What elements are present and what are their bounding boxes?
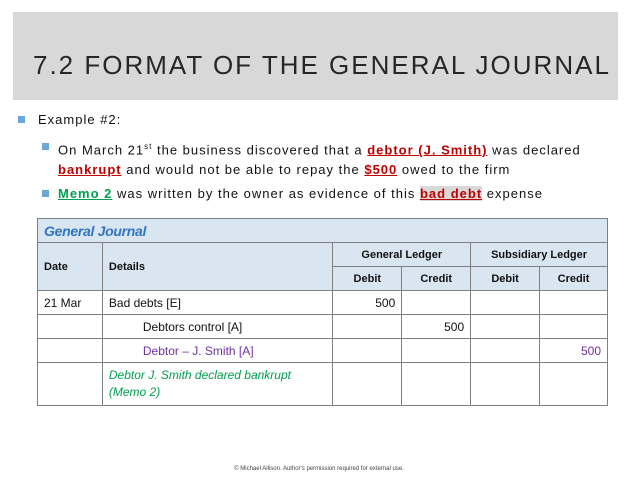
example-label: Example #2: <box>38 112 122 127</box>
header-details: Details <box>102 243 332 291</box>
journal-row <box>38 363 608 406</box>
bullet-memo <box>16 184 621 204</box>
header-gl-credit: Credit <box>402 267 471 291</box>
row-sl-credit: 500 <box>540 339 608 363</box>
amount-highlight: $500 <box>364 162 398 178</box>
scenario-text-4: and would not be able to repay the <box>121 162 365 178</box>
memo-text-1: was written by the owner as evidence of this <box>112 186 420 202</box>
row-gl-credit <box>402 363 471 406</box>
bankrupt-highlight: bankrupt <box>58 162 122 178</box>
header-subsidiary-ledger: Subsidiary Ledger <box>471 243 608 267</box>
row-details: Bad debts [E] <box>102 291 332 315</box>
bullet-list <box>16 112 621 208</box>
row-sl-debit <box>471 315 540 339</box>
row-gl-credit <box>402 339 471 363</box>
scenario-text-3: was declared <box>487 142 581 158</box>
journal-row <box>38 291 608 315</box>
journal-title-row <box>38 219 608 243</box>
row-gl-credit: 500 <box>402 315 471 339</box>
row-date <box>38 363 103 406</box>
row-sl-debit <box>471 363 540 406</box>
row-sl-credit <box>540 291 608 315</box>
header-sl-debit: Debit <box>471 267 540 291</box>
row-gl-credit <box>402 291 471 315</box>
scenario-text-5: owed to the firm <box>397 162 511 178</box>
bullet-example <box>16 112 621 127</box>
scenario-text-2: the business discovered that a <box>152 142 368 158</box>
row-gl-debit <box>333 315 402 339</box>
row-date <box>38 339 103 363</box>
copyright-footer: © Michael Allison. Author's permission required for external use. <box>234 466 404 472</box>
row-gl-debit <box>333 363 402 406</box>
debtor-highlight: debtor (J. Smith) <box>367 142 488 158</box>
row-date <box>38 315 103 339</box>
general-journal-table <box>37 218 608 406</box>
row-sl-credit <box>540 315 608 339</box>
row-sl-debit <box>471 291 540 315</box>
memo-text-2: expense <box>482 186 543 202</box>
header-date: Date <box>38 243 103 291</box>
header-gl-debit: Debit <box>333 267 402 291</box>
row-sl-debit <box>471 339 540 363</box>
row-details: Debtor – J. Smith [A] <box>102 339 332 363</box>
slide-title: 7.2 FORMAT OF THE GENERAL JOURNAL <box>33 50 611 80</box>
scenario-text-1: On March 21 <box>58 142 145 158</box>
ordinal-suffix: st <box>144 142 153 151</box>
bullet-scenario <box>16 137 621 180</box>
header-general-ledger: General Ledger <box>333 243 471 267</box>
row-sl-credit <box>540 363 608 406</box>
memo-highlight: Memo 2 <box>58 186 113 202</box>
bullet-square-icon <box>42 143 49 150</box>
journal-title: General Journal <box>38 219 608 243</box>
row-details: Debtors control [A] <box>102 315 332 339</box>
row-date: 21 Mar <box>38 291 103 315</box>
journal-row <box>38 315 608 339</box>
bullet-square-icon <box>42 190 49 197</box>
journal-row <box>38 339 608 363</box>
row-gl-debit: 500 <box>333 291 402 315</box>
header-row-1 <box>38 243 608 267</box>
row-narration: Debtor J. Smith declared bankrupt (Memo 2) <box>102 363 332 406</box>
title-bar <box>13 12 618 100</box>
bad-debt-highlight: bad debt <box>419 186 483 202</box>
bullet-square-icon <box>18 116 25 123</box>
header-sl-credit: Credit <box>540 267 608 291</box>
row-gl-debit <box>333 339 402 363</box>
